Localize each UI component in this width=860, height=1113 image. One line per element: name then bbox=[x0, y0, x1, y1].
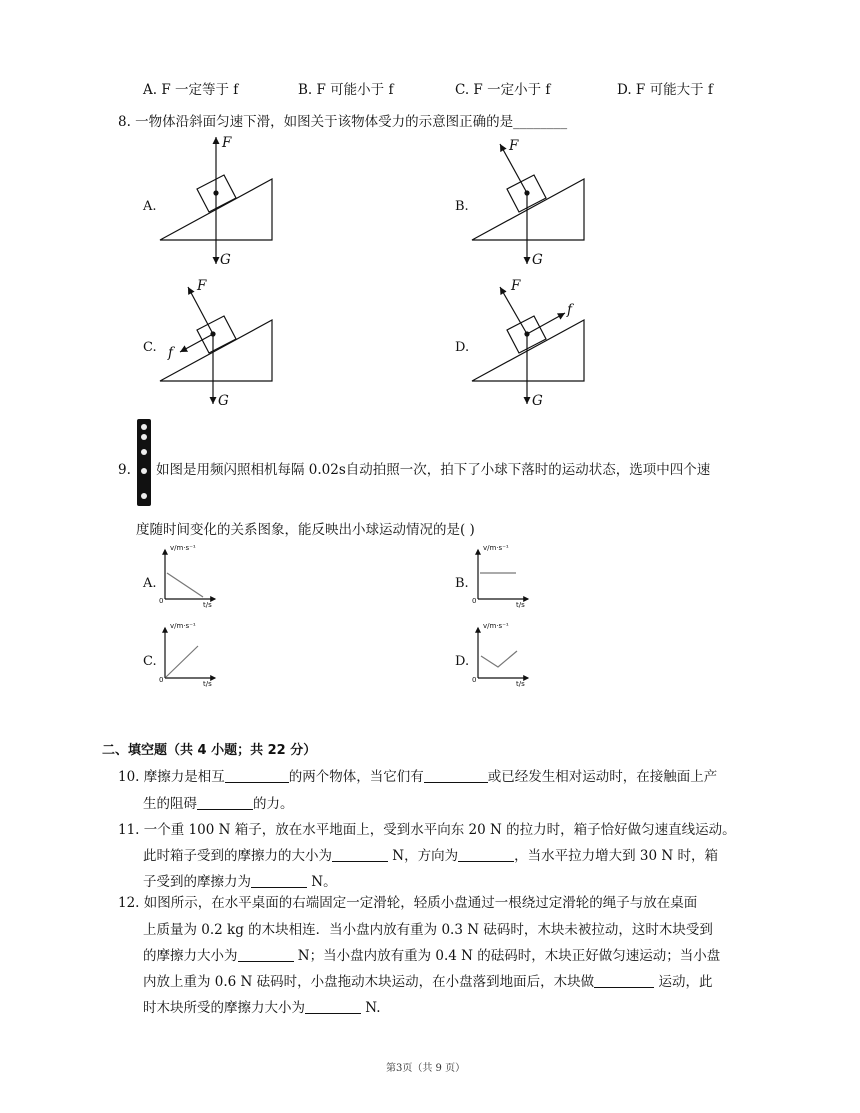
q8-b-F-label: F bbox=[509, 138, 519, 154]
q8-option-c-label: C. bbox=[143, 340, 157, 355]
q12-blank-1[interactable] bbox=[238, 947, 294, 962]
q11-blank-1[interactable] bbox=[332, 847, 388, 862]
q12-line3: 的摩擦力大小为 N；当小盘内放有重为 0.4 N 的砝码时，木块正好做匀速运动；当小盘 bbox=[143, 948, 721, 964]
q9-number: 9. bbox=[118, 462, 131, 478]
q12-line4: 内放上重为 0.6 N 砝码时，小盘拖动木块运动，在小盘落到地面后，木块做 运动，此 bbox=[143, 974, 713, 990]
q7-option-b: B. F 可能小于 f bbox=[298, 82, 394, 98]
q10-line1: 10. 摩擦力是相互 的两个物体，当它们有 或已经发生相对运动时，在接触面上产 bbox=[118, 769, 718, 785]
q11-line2: 此时箱子受到的摩擦力的大小为 N，方向为 ，当水平拉力增大到 30 N 时，箱 bbox=[143, 848, 718, 864]
q10-blank-1[interactable] bbox=[225, 768, 289, 783]
q11-line1: 11. 一个重 100 N 箱子，放在水平地面上，受到水平向东 20 N 的拉力时，箱子恰好做匀速直线运动。 bbox=[118, 822, 736, 838]
q9-d-v-label: v/m·s⁻¹ bbox=[483, 622, 509, 630]
q11-blank-3[interactable] bbox=[251, 873, 307, 888]
q9-graph-c bbox=[165, 628, 215, 678]
q8-option-b-label: B. bbox=[455, 199, 469, 214]
q9-graph-b bbox=[478, 550, 528, 599]
q8-d-f-label: f bbox=[567, 302, 572, 318]
q9-a-origin: 0 bbox=[159, 597, 164, 605]
section-title: 二、填空题（共 4 小题；共 22 分） bbox=[102, 743, 317, 758]
page-footer: 第3页（共 9 页） bbox=[386, 1063, 466, 1074]
q9-option-d-label: D. bbox=[455, 654, 470, 669]
q12-line1: 12. 如图所示，在水平桌面的右端固定一定滑轮，轻质小盘通过一根绕过定滑轮的绳子与放在桌面 bbox=[118, 895, 698, 911]
q10-blank-3[interactable] bbox=[197, 795, 253, 810]
q9-stem-line1: 如图是用频闪照相机每隔 0.02s自动拍照一次，拍下了小球下落时的运动状态，选项中四个速 bbox=[156, 462, 711, 478]
q8-option-a-label: A. bbox=[143, 199, 157, 214]
q8-d-F-label: F bbox=[511, 278, 521, 294]
q9-option-b-label: B. bbox=[455, 576, 469, 591]
q9-option-a-label: A. bbox=[143, 576, 157, 591]
q9-graph-a bbox=[165, 550, 215, 599]
q7-option-d: D. F 可能大于 f bbox=[617, 82, 713, 98]
q9-graph-d bbox=[478, 628, 528, 678]
q9-b-t-label: t/s bbox=[516, 601, 525, 609]
q10-line2: 生的阻碍 的力。 bbox=[143, 796, 294, 812]
q9-b-origin: 0 bbox=[472, 597, 477, 605]
q8-c-G-label: G bbox=[218, 393, 229, 409]
q9-d-t-label: t/s bbox=[516, 680, 525, 688]
q8-c-F-label: F bbox=[197, 278, 207, 294]
q12-line5: 时木块所受的摩擦力大小为 N. bbox=[143, 1000, 381, 1016]
q12-blank-3[interactable] bbox=[305, 999, 361, 1014]
q9-c-v-label: v/m·s⁻¹ bbox=[170, 622, 196, 630]
q9-stem-line2: 度随时间变化的关系图象，能反映出小球运动情况的是( ) bbox=[136, 522, 475, 538]
q10-blank-2[interactable] bbox=[424, 768, 488, 783]
q11-blank-2[interactable] bbox=[458, 847, 514, 862]
q9-d-origin: 0 bbox=[472, 676, 477, 684]
q8-option-d-label: D. bbox=[455, 340, 470, 355]
q7-option-a: A. F 一定等于 f bbox=[143, 82, 239, 98]
q8-b-G-label: G bbox=[532, 252, 543, 268]
q12-line2: 上质量为 0.2 kg 的木块相连．当小盘内放有重为 0.3 N 砝码时，木块未被拉动，这时木块受到 bbox=[143, 922, 713, 938]
q8-stem: 8. 一物体沿斜面匀速下滑，如图关于该物体受力的示意图正确的是________ bbox=[118, 114, 568, 130]
q7-option-c: C. F 一定小于 f bbox=[455, 82, 551, 98]
q11-line3: 子受到的摩擦力为 N。 bbox=[143, 874, 337, 890]
q9-b-v-label: v/m·s⁻¹ bbox=[483, 544, 509, 552]
q9-a-t-label: t/s bbox=[203, 601, 212, 609]
q8-c-f-label: f bbox=[168, 345, 173, 361]
q8-a-F-label: F bbox=[222, 135, 232, 151]
q9-a-v-label: v/m·s⁻¹ bbox=[170, 544, 196, 552]
q9-c-t-label: t/s bbox=[203, 680, 212, 688]
q9-option-c-label: C. bbox=[143, 654, 157, 669]
q8-d-G-label: G bbox=[532, 393, 543, 409]
q8-a-G-label: G bbox=[220, 252, 231, 268]
q9-c-origin: 0 bbox=[159, 676, 164, 684]
q12-blank-2[interactable] bbox=[594, 973, 654, 988]
